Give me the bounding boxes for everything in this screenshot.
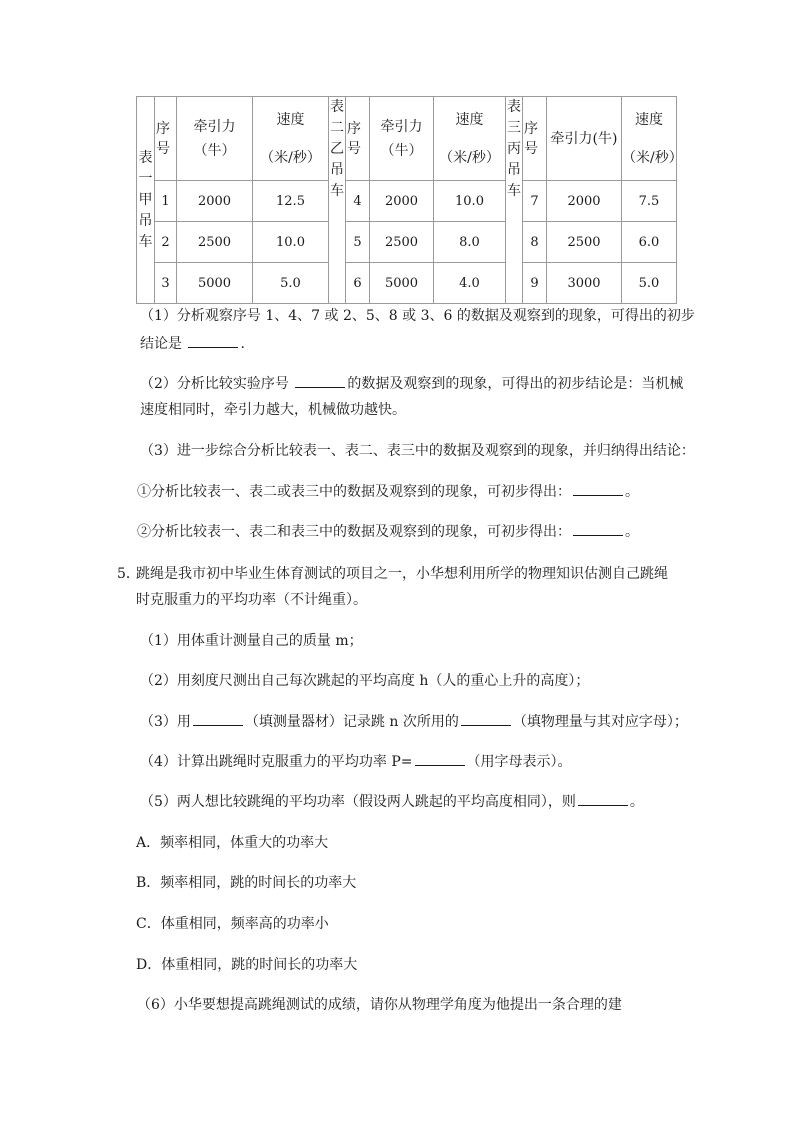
q5-stem-line1: 跳绳是我市初中毕业生体育测试的项目之一，小华想利用所学的物理知识估测自己跳绳: [136, 566, 668, 582]
q5-step4: [140, 751, 572, 772]
table3-col-speed: 速度 （米/秒）: [622, 97, 677, 181]
cell: 2500: [547, 222, 622, 263]
answer-blank[interactable]: [295, 373, 345, 388]
cell: 9: [523, 263, 547, 304]
q5-step5-part-b: 。: [629, 794, 644, 810]
q5-stem-line2: 时克服重力的平均功率（不计绳重）。: [136, 592, 367, 608]
table2-col-speed: 速度 （米/秒）: [434, 97, 506, 181]
table-row: [137, 222, 677, 263]
answer-blank[interactable]: [415, 751, 465, 766]
cell: 5: [346, 222, 370, 263]
q4-part3b-prefix: ②分析比较表一、表二和表三中的数据及观察到的现象，可初步得出：: [137, 524, 571, 540]
cell: 8: [523, 222, 547, 263]
q5-step2: （2）用刻度尺测出自己每次跳起的平均高度 h（人的重心上升的高度）；: [140, 673, 590, 689]
crane-data-table: [136, 96, 683, 304]
q4-part1-suffix: .: [240, 336, 245, 352]
cell: 7: [523, 181, 547, 222]
cell: 7.5: [622, 181, 677, 222]
cell: 2000: [547, 181, 622, 222]
table3-col-seq: 序号: [523, 97, 547, 181]
q4-part2-line1: [140, 373, 683, 394]
cell: 2000: [177, 181, 253, 222]
cell: 8.0: [434, 222, 506, 263]
table1-col-seq: 序号: [155, 97, 177, 181]
table3-title: 表三丙吊车: [506, 97, 523, 304]
cell: 3000: [547, 263, 622, 304]
q4-part3a-prefix: ①分析比较表一、表二或表三中的数据及观察到的现象，可初步得出：: [137, 484, 571, 500]
q4-part3a: [137, 481, 639, 502]
answer-blank[interactable]: [461, 711, 511, 726]
answer-blank[interactable]: [573, 481, 623, 496]
q5-step3-part-a: （3）用: [140, 714, 191, 730]
q4-part1-line2: [140, 333, 245, 354]
table2-col-force: 牵引力 （牛）: [370, 97, 434, 181]
table2-col-seq: 序号: [346, 97, 370, 181]
answer-blank[interactable]: [578, 791, 628, 806]
table1-col-force: 牵引力 （牛）: [177, 97, 253, 181]
cell: 2500: [370, 222, 434, 263]
table1-title: 表一甲吊车: [137, 97, 155, 304]
table-header-row: [137, 97, 677, 181]
table-row: [137, 181, 677, 222]
q5-step5: [140, 791, 644, 812]
q4-part3: （3）进一步综合分析比较表一、表二、表三中的数据及观察到的现象，并归纳得出结论：: [140, 443, 695, 459]
cell: 6: [346, 263, 370, 304]
q5-step4-part-a: （4）计算出跳绳时克服重力的平均功率 P=: [140, 754, 413, 770]
q5-step5-part-a: （5）两人想比较跳绳的平均功率（假设两人跳起的平均高度相同），则: [140, 794, 576, 810]
table2-title: 表二乙吊车: [329, 97, 346, 304]
q4-part2-suffix: 的数据及观察到的现象，可得出的初步结论是：当机械: [347, 376, 684, 392]
cell: 12.5: [253, 181, 329, 222]
q5-step3-part-c: （填物理量与其对应字母）；: [512, 714, 688, 730]
q4-part1-prefix: 结论是: [140, 336, 182, 352]
answer-blank[interactable]: [193, 711, 243, 726]
answer-blank[interactable]: [573, 521, 623, 536]
q4-part3a-suffix: 。: [625, 484, 639, 500]
cell: 2: [155, 222, 177, 263]
cell: 5000: [177, 263, 253, 304]
option-c[interactable]: C．体重相同，频率高的功率小: [136, 916, 329, 932]
q5-step3-part-b: （填测量器材）记录跳 n 次所用的: [244, 714, 459, 730]
q5-step4-part-b: （用字母表示）。: [466, 754, 572, 770]
cell: 5.0: [253, 263, 329, 304]
cell: 1: [155, 181, 177, 222]
cell: 3: [155, 263, 177, 304]
q5-step1: （1）用体重计测量自己的质量 m；: [140, 633, 363, 649]
q5-number: 5．: [117, 566, 140, 582]
cell: 6.0: [622, 222, 677, 263]
cell: 2000: [370, 181, 434, 222]
q5-step6: （6）小华要想提高跳绳测试的成绩，请你从物理学角度为他提出一条合理的建: [137, 997, 622, 1013]
cell: 5.0: [622, 263, 677, 304]
answer-blank[interactable]: [188, 333, 238, 348]
cell: 2500: [177, 222, 253, 263]
cell: 10.0: [434, 181, 506, 222]
table-row: [137, 263, 677, 304]
table3-col-force: 牵引力(牛): [547, 97, 622, 181]
cell: 10.0: [253, 222, 329, 263]
table1-col-speed: 速度 （米/秒）: [253, 97, 329, 181]
option-b[interactable]: B．频率相同，跳的时间长的功率大: [136, 875, 357, 891]
q4-part2-prefix: （2）分析比较实验序号: [140, 376, 289, 392]
q4-part3b-suffix: 。: [625, 524, 639, 540]
cell: 4.0: [434, 263, 506, 304]
q5-step3: [140, 711, 688, 732]
q4-part2-line2: 速度相同时，牵引力越大，机械做功越快。: [140, 402, 406, 418]
option-a[interactable]: A．频率相同，体重大的功率大: [136, 835, 329, 851]
cell: 4: [346, 181, 370, 222]
q4-part1-line1: （1）分析观察序号 1、4、7 或 2、5、8 或 3、6 的数据及观察到的现象，可得出的初步: [140, 308, 695, 324]
q4-part3b: [137, 521, 639, 542]
cell: 5000: [370, 263, 434, 304]
option-d[interactable]: D．体重相同，跳的时间长的功率大: [136, 957, 358, 973]
